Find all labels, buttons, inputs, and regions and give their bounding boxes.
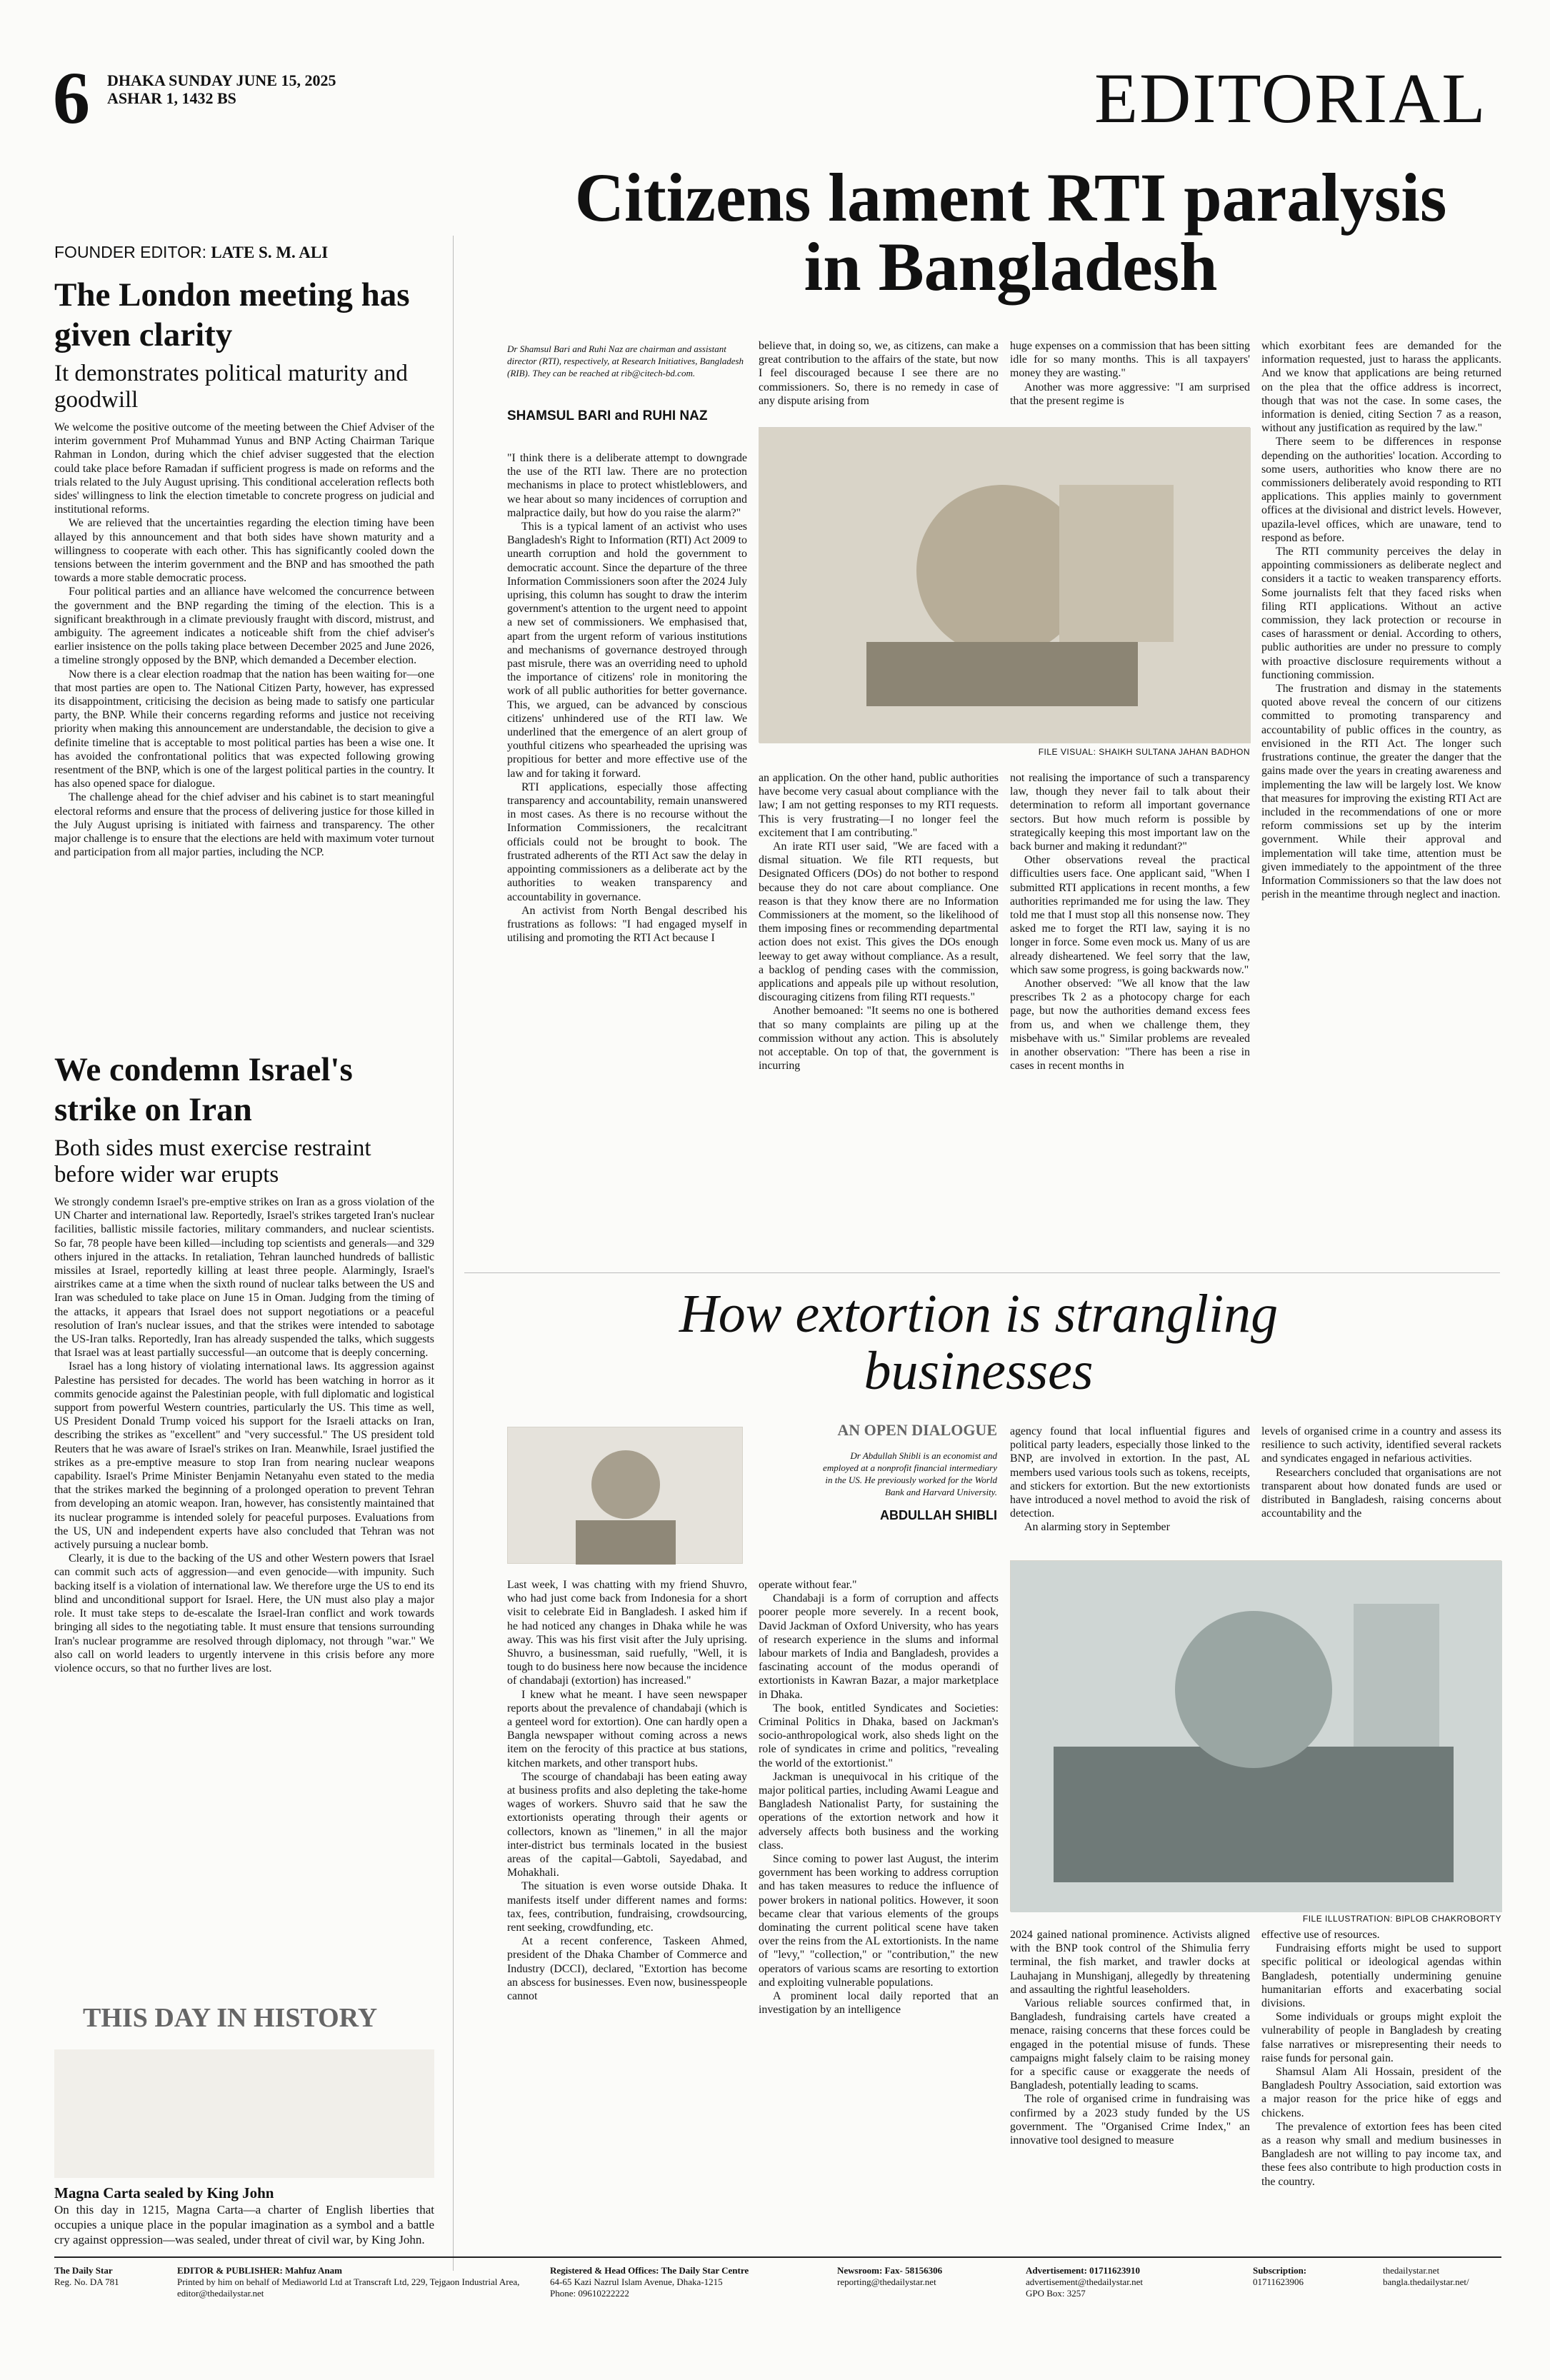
article-2-top-column-3	[1261, 1425, 1501, 1553]
paragraph: Shamsul Alam Ali Hossain, president of the Bangladesh Poultry Association, said extortion was a major reason for the price hike of eggs and chickens.	[1261, 2066, 1501, 2119]
paragraph: The prevalence of extortion fees has been cited as a reason why small and medium businesses in Bangladesh are not willing to pay income tax, and these fees also contribute to high production costs in the country.	[1261, 2120, 1501, 2188]
footer-address: 64-65 Kazi Nazrul Islam Avenue, Dhaka-1215	[550, 2276, 723, 2287]
paragraph: Various reliable sources confirmed that, in Bangladesh, fundraising cartels have created a menace, raising concerns that these forces could be engaged in the potential misuse of funds. These campaigns might falsely claim to be raising money for a specific cause or exaggerate the needs of Bangladesh, potentially leading to scams.	[1010, 1997, 1250, 2092]
date-line-bangla: ASHAR 1, 1432 BS	[107, 89, 236, 107]
footer-gpo: GPO Box: 3257	[1026, 2288, 1086, 2299]
footer-paper: The Daily Star	[54, 2265, 113, 2276]
paragraph: believe that, in doing so, we, as citizens, can make a great contribution to the affairs of the state, but now I feel discouraged because I see there are no commissioners. So, there is no remedy in case of any dispute arising from	[759, 340, 999, 407]
article-1-column-2-top	[759, 339, 999, 421]
footer-ad-email[interactable]: advertisement@thedailystar.net	[1026, 2276, 1143, 2287]
founder-name: LATE S. M. ALI	[211, 243, 329, 261]
article-2-column-2	[759, 1578, 999, 2249]
article-2-illustration	[1010, 1560, 1501, 1912]
article-2-top-column-2	[1010, 1425, 1250, 1553]
article-1-illustration	[759, 427, 1250, 743]
illustration-art	[759, 428, 1251, 743]
footer-offices: Registered & Head Offices: The Daily Star Centre	[550, 2265, 749, 2276]
paragraph: Another observed: "We all know that the law prescribes Tk 2 as a photocopy charge for each page, but now the authorities demand excess fees from us, and when we challenge them, they misbehave with us." Similar problems are revealed in another observation: "There has been a rise in cases in recent months in	[1010, 978, 1250, 1073]
paragraph: The role of organised crime in fundraising was confirmed by a 2023 study funded by the US government. The "Organised Crime Index," an innovative tool designed to measure	[1010, 2093, 1250, 2147]
paragraph: Chandabaji is a form of corruption and affects poorer people more severely. In a recent book, David Jackman of Oxford University, who has years of research experience in the slums and informal labour markets of India and Bangladesh, provides a fascinating account of the modus operandi of extortionists in Kawran Bazar, a major marketplace in Dhaka.	[759, 1592, 999, 1701]
editorial-1-subtitle: It demonstrates political maturity and goodwill	[54, 361, 408, 413]
article-2-column-1	[507, 1578, 747, 2249]
paragraph: Another was more aggressive: "I am surprised that the present regime is	[1010, 381, 1250, 407]
editorial-2	[54, 1050, 434, 2070]
paragraph: We welcome the positive outcome of the meeting between the Chief Adviser of the interim government Prof Muhammad Yunus and BNP Acting Chairman Tarique Rahman in London, during which the chief adviser suggested that the election could take place before Ramadan if sufficient progress is made on reforms and the trials related to the July August uprising. This conditional acceleration reflects both sides' willingness to link the election timetable to concrete progress on judicial and institutional reforms.	[54, 421, 434, 516]
footer-subscription: Subscription:	[1253, 2265, 1307, 2276]
portrait-art	[508, 1427, 744, 1565]
article-2-bio: Dr Abdullah Shibli is an economist and employed at a nonprofit financial intermediary in the US. He previously worked for the World Bank and Harvard University.	[823, 1450, 997, 1497]
history-heading: THIS DAY IN HISTORY	[83, 2003, 378, 2033]
history-entry	[54, 2184, 434, 2247]
date-line: DHAKA SUNDAY JUNE 15, 2025	[107, 71, 336, 89]
paragraph: Four political parties and an alliance have welcomed the concurrence between the government and the BNP regarding the timing of the election. This is a significant breakthrough in a climate previously fraught with discord, mistrust, and ambiguity. The agreement indicates a noticeable shift from the chief adviser's earlier insistence on the polls taking place between December 2025 and June 2026, a timeline strongly opposed by the BNP, which demanded a December election.	[54, 586, 434, 667]
paragraph: Other observations reveal the practical difficulties users face. One applicant said, "When I submitted RTI applications in recent months, a few authorities reprimanded me for using the law. They told me that I must stop all this nonsense now. They asked me to forget the RTI law, saying it is no longer in force. Some even mock us. Many of us are already disheartened. We feel sorry that the law, which saw some progress, is going backwards now."	[1010, 854, 1250, 976]
paragraph: There seem to be differences in response depending on the authorities' location. According to some users, authorities who know there are no commissioners deliberately avoid responding to RTI applications. This applies mainly to government offices at the divisional and district levels. However, upazila-level offices, which are unaware, tend to respond as before.	[1261, 436, 1501, 544]
article-1-bio: Dr Shamsul Bari and Ruhi Naz are chairman and assistant director (RTI), respectively, at Research Initiatives, Bangladesh (RIB). They can be reached at rib@citech-bd.com.	[507, 343, 744, 378]
footer-bangla-website[interactable]: bangla.thedailystar.net/	[1383, 2276, 1469, 2287]
paragraph: 2024 gained national prominence. Activists aligned with the BNP took control of the Shimulia ferry terminal, the fish market, and trawler docks at Lauhajang in Munshiganj, allegedly by threatening and assaulting the rightful leaseholders.	[1010, 1929, 1250, 1996]
paragraph: An activist from North Bengal described his frustrations as follows: "I had engaged myself in utilising and promoting the RTI Act because I	[507, 904, 747, 945]
paragraph: The book, entitled Syndicates and Societies: Criminal Politics in Dhaka, based on Jackman's socio-anthropological work, also sheds light on the role of syndicates in crime and politics, "revealing the world of the extortionist."	[759, 1702, 999, 1769]
paragraph: Researchers concluded that organisations are not transparent about how donated funds are used or distributed in Bangladesh, raising concerns about accountability and the	[1261, 1466, 1501, 1520]
paragraph: The frustration and dismay in the statements quoted above reveal the concern of our citizens committed to promoting transparency and accountability of public offices in the country, as envisioned in the RTI Act. The longer such frustrations continue, the greater the danger that the gains made over the years in creating awareness and implementing the law will be largely lost. We know that measures for improving the existing RTI Act are included in the recommendations of one or more reform commissions set up by the interim government. While their approval and implementation will take time, attention must be given immediately to the appointment of the three Information Commissioners so that the law does not perish in the meantime through neglect and inaction.	[1261, 683, 1501, 901]
history-text: On this day in 1215, Magna Carta—a charter of English liberties that occupies a unique place in the popular imagination as a symbol and a battle cry against oppression—was sealed, under threat of civil war, by King John.	[54, 2203, 434, 2246]
article-1-credit: FILE VISUAL: SHAIKH SULTANA JAHAN BADHON	[1038, 747, 1250, 757]
paragraph: Another bemoaned: "It seems no one is bothered that so many complaints are piling up at the commission without any action. This is absolutely not acceptable. On top of that, the government is incurring	[759, 1005, 999, 1073]
paragraph: agency found that local influential figures and political party leaders, especially those linked to the BNP, are involved in extortion. In the past, AL members used various tools such as tokens, receipts, and stickers for extortion. But the new extortionists have introduced a novel method to avoid the risk of detection.	[1010, 1425, 1250, 1520]
paragraph: RTI applications, especially those affecting transparency and accountability, remain unanswered in most cases. As there is no recourse without the Information Commissioners, the recalcitrant officials could not be brought to book. The frustrated adherents of the RTI Act saw the delay in appointing commissioners as a deliberate act by the authorities to weaken transparency and accountability in governance.	[507, 780, 747, 903]
article-1-column-4	[1261, 339, 1501, 1264]
paragraph: An irate RTI user said, "We are faced with a dismal situation. We file RTI requests, but Designated Officers (DOs) do not bother to respond because they do not care about compliance. One reason is that they know there are no Information Commissioners at the moment, so the likelihood of them imposing fines or recommending departmental action does not exist. This gives the DOs enough leeway to get away without compliance. As a result, a backlog of pending cases with the commission, applications and appeals pile up without resolution, discouraging citizens from filing RTI requests."	[759, 840, 999, 1004]
article-2-portrait	[507, 1427, 743, 1564]
article-2-credit: FILE ILLUSTRATION: BIPLOB CHAKROBORTY	[1302, 1914, 1501, 1924]
history-title: Magna Carta sealed by King John	[54, 2184, 274, 2201]
footer-subscription-phone: 01711623906	[1253, 2276, 1304, 2287]
article-1-byline: SHAMSUL BARI and RUHI NAZ	[507, 408, 708, 423]
paragraph: Israel has a long history of violating international laws. Its aggression against Palestine has persisted for decades. The world has been watching in horror as it commits genocide against the Palestinian people, with full diplomatic and logistical support from powerful Western countries, particularly the US. This time as well, US President Donald Trump voiced his support for the Israeli attacks on Iran, describing the strikes as "excellent" and "very successful." The US president told Reuters that he was aware of Israel's strikes on Iran. Meanwhile, Israel justified the strikes as a pre-emptive measure to stop Iran from nearing nuclear weapons capability. Israel's Prime Minister Benjamin Netanyahu even stated to the media that the strikes marked the beginning of a prolonged operation to prevent Tehran from developing an atomic weapon. Iran, however, has consistently maintained that its nuclear programme is intended solely for peaceful purposes. Evaluations from the US, UN and independent experts have also concluded that Tehran was not actively pursuing a nuclear bomb.	[54, 1360, 434, 1552]
paragraph: Fundraising efforts might be used to support specific political or ideological agendas within Bangladesh, potentially undermining genuine humanitarian efforts and exacerbating social divisions.	[1261, 1942, 1501, 2010]
paragraph: An alarming story in September	[1024, 1521, 1170, 1534]
paragraph: The RTI community perceives the delay in appointing commissioners as deliberate neglect and considers it a tactic to weaken transparency efforts. Some journalists felt that they faced risks when filing RTI applications. Without an active commission, they lack protection or recourse in cases of harassment or denial. According to others, public authorities are under no pressure to comply with proactive disclosure requirements without a functioning commission.	[1261, 546, 1501, 681]
article-1-column-1	[507, 451, 747, 1262]
article-2-byline: ABDULLAH SHIBLI	[880, 1508, 997, 1522]
illustration-art	[1011, 1561, 1502, 1912]
paragraph: We strongly condemn Israel's pre-emptive strikes on Iran as a gross violation of the UN Charter and international law. Reportedly, Israel's strikes targeted Iran's nuclear facilities, ballistic missile factories, military commanders, and nuclear scientists. So far, 78 people have been killed—including top scientists and generals—and 329 others injured in the attacks. In retaliation, Tehran launched hundreds of ballistic missiles at Israel, reportedly killing at least three people. Alarmingly, Israel's airstrikes came at a time when the sixth round of nuclear talks between the US and Iran was scheduled to take place on June 15 in Oman. Judging from the timing of the attacks, it appears that Israel does not support negotiations or a peaceful resolution of Iran's nuclear issues, and that the strikes were intended to sabotage the US-Iran talks. Reportedly, Iran has already suspended the talks, which suggests that Israel was at least partially successful—an outcome that is deeply concerning.	[54, 1196, 434, 1360]
paragraph: "I think there is a deliberate attempt to downgrade the use of the RTI law. There are no protection mechanisms in place to protect whistleblowers, and we hear about so many incidences of corruption and malpractice daily, but how do you raise the alarm?"	[507, 452, 747, 519]
paragraph: I knew what he meant. I have seen newspaper reports about the prevalence of chandabaji (which is a genteel word for extortion). One can hardly open a Bangla newspaper without coming across a news item on the ferocity of this practice at bus stations, kitchen markets, and other transport hubs.	[507, 1688, 747, 1769]
paragraph: an application. On the other hand, public authorities have become very casual about compliance with the law; I am not getting responses to my RTI requests. This is very frustrating—I no longer feel the excitement that I am contributing."	[759, 772, 999, 839]
editorial-1-title: The London meeting has given clarity	[54, 276, 410, 353]
footer-newsroom-email[interactable]: reporting@thedailystar.net	[837, 2276, 936, 2287]
paragraph: effective use of resources.	[1261, 1929, 1380, 1941]
paragraph: The situation is even worse outside Dhaka. It manifests itself under different names and forms: tax, fees, contribution, fundraising, crowdsourcing, rent seeking, crowdfunding, etc.	[507, 1880, 747, 1934]
paragraph: not realising the importance of such a transparency law, though they never fail to talk about their determination to reform all important governance sectors. But how much reform is possible by strategically keeping this most important law on the back burner and making it redundant?"	[1010, 772, 1250, 853]
founder-prefix: FOUNDER EDITOR:	[54, 243, 206, 261]
footer-editor: EDITOR & PUBLISHER: Mahfuz Anam	[177, 2265, 342, 2276]
paragraph: levels of organised crime in a country and assess its resilience to such activity, identified several rackets and syndicates engaged in nefarious activities.	[1261, 1425, 1501, 1465]
page-number: 6	[53, 57, 90, 139]
article-2-column-4	[1261, 1928, 1501, 2249]
article-1-headline: Citizens lament RTI paralysis in Bangladesh	[574, 159, 1447, 305]
article-2-headline: How extortion is strangling businesses	[679, 1284, 1279, 1401]
paragraph: The challenge ahead for the chief adviser and his cabinet is to start meaningful electoral reforms and ensure that the process of delivering justice for those killed in the July August uprising is initiated with fairness and transparency. The other major challenge is to ensure that the elections are held with maximum voter turnout and participation from all major parties, including the NCP.	[54, 791, 434, 859]
article-1-column-3-top	[1010, 339, 1250, 421]
footer-printer: Printed by him on behalf of Mediaworld Ltd at Transcraft Ltd, 229, Tejgaon Industrial Area, editor@thedailystar.net	[177, 2276, 520, 2299]
paragraph: Last week, I was chatting with my friend Shuvro, who had just come back from Indonesia for a short visit to celebrate Eid in Bangladesh. I asked him if he had noticed any changes in Dhaka while he was away. This was his first visit after the July uprising. Shuvro, a businessman, said ruefully, "Well, it is tough to do business here now because the incidence of chandabaji (extortion) has increased."	[507, 1579, 747, 1687]
footer-phone: Phone: 09610222222	[550, 2288, 629, 2299]
editorial-2-body	[54, 1195, 434, 2070]
editorial-2-subtitle: Both sides must exercise restraint before wider war erupts	[54, 1135, 371, 1188]
paragraph: Some individuals or groups might exploit the vulnerability of people in Bangladesh by creating false narratives or misrepresenting their needs to raise funds for personal gain.	[1261, 2011, 1501, 2064]
history-illustration	[54, 2049, 434, 2178]
paragraph: which exorbitant fees are demanded for the information requested, just to harass the applicants. And we know that applications are being returned on the plea that the office address is incorrect, though that was not the case. In some cases, the information is denied, citing Section 7 as a reason, without any justification as required by the law."	[1261, 340, 1501, 435]
footer-newsroom: Newsroom: Fax- 58156306	[837, 2265, 943, 2276]
paragraph: At a recent conference, Taskeen Ahmed, president of the Dhaka Chamber of Commerce and Industry (DCCI), declared, "Extortion has become an abscess for businesses. Even now, businesspeople cannot	[507, 1935, 747, 2003]
paragraph: Jackman is unequivocal in his critique of the major political parties, including Awami League and Bangladesh Nationalist Party, for sustaining the operations of the extortion network and how it adversely affects both business and the working class.	[759, 1770, 999, 1852]
paragraph: The scourge of chandabaji has been eating away at business profits and also depleting the take-home wages of workers. Shuvro said that he saw the extortionists operating through their agents or collectors, known as "linemen," in all the major inter-district bus terminals located in the busiest areas of the capital—Gabtoli, Sayedabad, and Mohakhali.	[507, 1770, 747, 1879]
article-1-column-3	[1010, 771, 1250, 1264]
founder-editor	[54, 243, 328, 262]
footer-website[interactable]: thedailystar.net	[1383, 2265, 1440, 2276]
paragraph: huge expenses on a commission that has been sitting idle for so many months. This is all taxpayers' money they are wasting."	[1010, 340, 1250, 380]
article-2-column-3	[1010, 1928, 1250, 2249]
article-2-kicker: AN OPEN DIALOGUE	[837, 1421, 997, 1439]
footer-advertisement: Advertisement: 01711623910	[1026, 2265, 1140, 2276]
editorial-1-body	[54, 421, 434, 1028]
paragraph: A prominent local daily reported that an investigation by an intelligence	[759, 1990, 999, 2017]
paragraph: Since coming to power last August, the interim government has been working to address corruption and has taken measures to reduce the influence of power brokers in national politics. However, it soon became clear that various elements of the groups dominating the current political scene have taken over the reins from the AL extortionists. In the name of "levy," "collection," or "contribution," the new operators of various scams are resorting to extortion and exploiting vulnerable populations.	[759, 1853, 999, 1989]
paragraph: Clearly, it is due to the backing of the US and other Western powers that Israel can commit such acts of aggression—and even genocide—with impunity. Such backing itself is a violation of international law. We therefore urge the US to end its blind and unconditional support for Israel. Here, the UN must also play a major role. It must take steps to de-escalate the Israel-Iran conflict and work towards bringing all sides to the negotiating table. It must ensure that tensions surrounding Iran's nuclear programme are resolved through diplomacy, not through "war." We also call on world leaders to urgently intervene in this crisis before any more violence occurs, so that no further lives are lost.	[54, 1552, 434, 1674]
paragraph: Now there is a clear election roadmap that the nation has been waiting for—one that most parties are open to. The National Citizen Party, however, has expressed its disappointment, criticising the decision as being made to satisfy one particular party, the BNP. While their concerns regarding reforms and justice not receiving priority when making this announcement are understandable, the decision to give a definite timeline that is acceptable to most political parties has been a wise one. It has avoided the confrontational politics that was expected following growing resentment of the BNP, which is one of the largest political parties in the country. It has also opened space for dialogue.	[54, 668, 434, 790]
editorial-2-title: We condemn Israel's strike on Iran	[54, 1051, 353, 1128]
paragraph: This is a typical lament of an activist who uses Bangladesh's Right to Information (RTI) Act 2009 to unearth corruption and hold the government to democratic account. Since the departure of the three Information Commissioners soon after the 2024 July uprising, this column has sought to draw the interim government's attention to the urgent need to appoint a new set of commissioners. We emphasised that, apart from the urgent reform of various institutions and mechanisms of governance destroyed through past misrule, there was an overriding need to uphold the importance of citizens' role in monitoring the work of all public authorities for better governance. This, we argued, can be advanced by conscious citizens' unhindered use of the RTI law. We underlined that the emergence of an alert group of youthful citizens who spearheaded the uprising was propitious for better and more effective use of the law and for taking it forward.	[507, 521, 747, 780]
paragraph: We are relieved that the uncertainties regarding the election timing have been allayed by this announcement and that both sides have shown maturity and a willingness to cooperate with each other. This has significantly cooled down the tensions between the interim government and the BNP and has smoothed the path towards a more stable democratic process.	[54, 517, 434, 585]
paragraph: operate without fear."	[759, 1579, 857, 1591]
footer-reg: Reg. No. DA 781	[54, 2276, 119, 2287]
editorial-1	[54, 275, 434, 1028]
article-1-column-2	[759, 771, 999, 1264]
section-title: EDITORIAL	[1094, 59, 1487, 138]
